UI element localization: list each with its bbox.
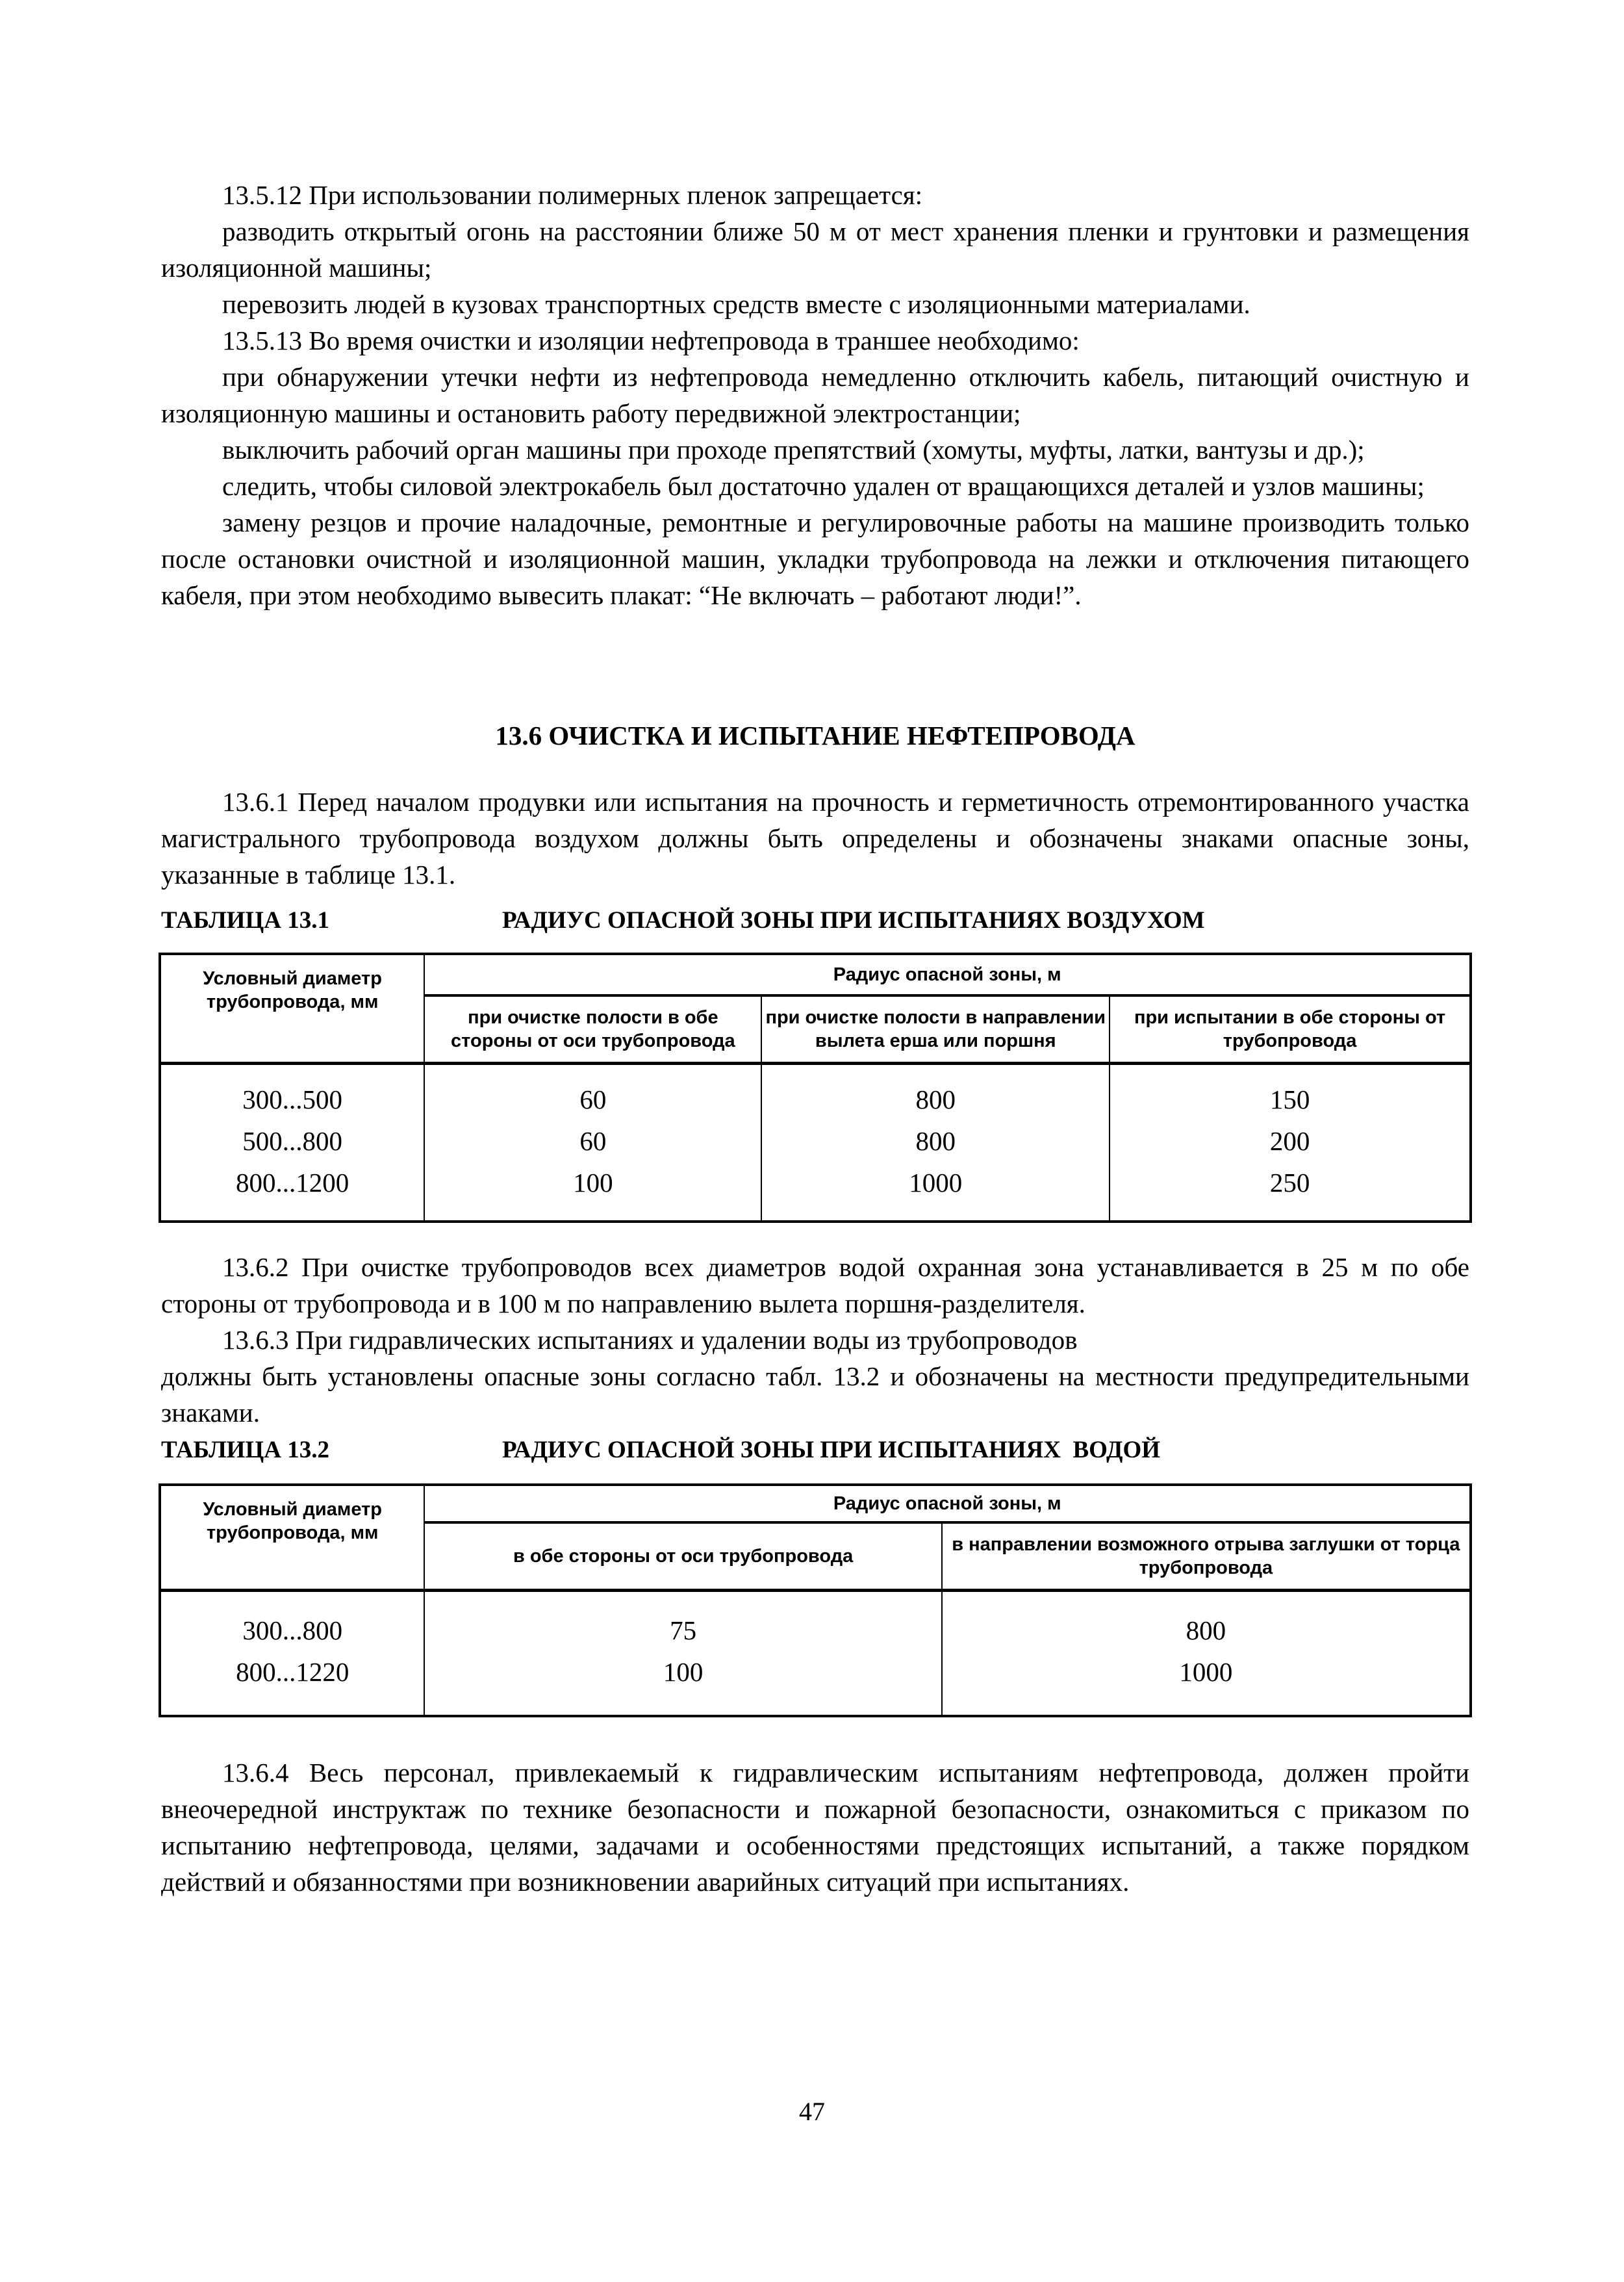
paragraph: выключить рабочий орган машины при проходе препятствий (хомуты, муфты, латки, вантузы и др.);	[222, 435, 1365, 465]
section-13-5-text	[161, 177, 1469, 613]
table-2-number: ТАБЛИЦА 13.2	[161, 1437, 329, 1463]
table-row	[160, 1609, 1471, 1651]
paragraph: следить, чтобы силовой электрокабель был достаточно удален от вращающихся деталей и узлов машины;	[222, 471, 1425, 501]
paragraph-13-6-2: 13.6.2 При очистке трубопроводов всех диаметров водой охранная зона устанавливается в 25 м по обе стороны от трубопровода и в 100 м по направлению вылета поршня-разделителя.	[161, 1252, 1469, 1318]
table-1-header-radius: Радиус опасной зоны, м	[424, 954, 1471, 995]
cell-value: 1000	[761, 1162, 1110, 1203]
cell-diameter: 300...800	[160, 1609, 424, 1651]
table-2	[159, 1483, 1472, 1717]
cell-value: 800	[761, 1120, 1110, 1162]
cell-value: 150	[1110, 1079, 1471, 1120]
cell-value: 250	[1110, 1162, 1471, 1203]
paragraph-13-6-4-block	[161, 1754, 1469, 1900]
cell-value: 60	[424, 1120, 761, 1162]
table-1-header-diameter: Условный диаметр трубопровода, мм	[160, 954, 424, 1063]
cell-value: 100	[424, 1651, 941, 1693]
paragraph-13-5-12: 13.5.12 При использовании полимерных пленок запрещается:	[222, 180, 923, 210]
paragraph-13-6-1: 13.6.1 Перед началом продувки или испытания на прочность и герметичность отремонтированного участка магистрального трубопровода воздухом должны быть определены и обозначены знаками опасные зоны, указанные в таблице 13.1.	[161, 787, 1469, 890]
table-2-title: РАДИУС ОПАСНОЙ ЗОНЫ ПРИ ИСПЫТАНИЯХ ВОДОЙ	[502, 1437, 1161, 1463]
cell-value: 800	[761, 1079, 1110, 1120]
table-1	[159, 953, 1472, 1223]
cell-diameter: 300...500	[160, 1079, 424, 1120]
table-1-subheader: при испытании в обе стороны от трубопровода	[1110, 995, 1471, 1063]
page-number: 47	[799, 2097, 825, 2126]
paragraph: при обнаружении утечки нефти из нефтепровода немедленно отключить кабель, питающий очистную и изоляционную машины и остановить работу передвижной электростанции;	[161, 362, 1469, 428]
paragraph: замену резцов и прочие наладочные, ремонтные и регулировочные работы на машине производить только после остановки очистной и изоляционной машин, укладки трубопровода на лежки и отключения питающего кабеля, при этом необходимо вывесить плакат: “Не включать – работают люди!”.	[161, 507, 1469, 610]
table-1-subheader: при очистке полости в обе стороны от оси трубопровода	[424, 995, 761, 1063]
cell-value: 100	[424, 1162, 761, 1203]
cell-diameter: 800...1200	[160, 1162, 424, 1203]
table-row	[160, 1162, 1471, 1203]
section-heading: 13.6 ОЧИСТКА И ИСПЫТАНИЕ НЕФТЕПРОВОДА	[495, 721, 1136, 750]
table-2-header-diameter: Условный диаметр трубопровода, мм	[160, 1485, 424, 1590]
cell-value: 1000	[942, 1651, 1471, 1693]
paragraph-13-6-1-block	[161, 784, 1469, 893]
cell-value: 200	[1110, 1120, 1471, 1162]
cell-value: 60	[424, 1079, 761, 1120]
paragraph: перевозить людей в кузовах транспортных средств вместе с изоляционными материалами.	[222, 289, 1250, 319]
table-row	[160, 1120, 1471, 1162]
paragraph: разводить открытый огонь на расстоянии ближе 50 м от мест хранения пленки и грунтовки и размещения изоляционной машины;	[161, 216, 1469, 283]
cell-diameter: 800...1220	[160, 1651, 424, 1693]
paragraph-13-5-13: 13.5.13 Во время очистки и изоляции нефтепровода в траншее необходимо:	[222, 326, 1080, 355]
table-2-subheader: в обе стороны от оси трубопровода	[424, 1522, 941, 1590]
paragraph-13-6-3-cont: должны быть установлены опасные зоны согласно табл. 13.2 и обозначены на местности предупредительными знаками.	[161, 1361, 1469, 1428]
table-1-number: ТАБЛИЦА 13.1	[161, 907, 329, 934]
cell-value: 800	[942, 1609, 1471, 1651]
table-row	[160, 1651, 1471, 1693]
table-2-subheader: в направлении возможного отрыва заглушки от торца трубопровода	[942, 1522, 1471, 1590]
cell-value: 75	[424, 1609, 941, 1651]
cell-diameter: 500...800	[160, 1120, 424, 1162]
paragraph-13-6-4: 13.6.4 Весь персонал, привлекаемый к гидравлическим испытаниям нефтепровода, должен пройти внеочередной инструктаж по технике безопасности и пожарной безопасности, ознакомиться с приказом по испытанию нефтепровода, целями, задачами и особенностями предстоящих испытаний, а также порядком действий и обязанностями при возникновении аварийных ситуаций при испытаниях.	[161, 1758, 1469, 1897]
paragraphs-13-6-2-3	[161, 1249, 1469, 1431]
table-2-header-radius: Радиус опасной зоны, м	[424, 1485, 1471, 1522]
table-1-subheader: при очистке полости в направлении вылета ерша или поршня	[761, 995, 1110, 1063]
paragraph-13-6-3: 13.6.3 При гидравлических испытаниях и удалении воды из трубопроводов	[222, 1325, 1078, 1355]
table-1-title: РАДИУС ОПАСНОЙ ЗОНЫ ПРИ ИСПЫТАНИЯХ ВОЗДУХОМ	[502, 907, 1205, 934]
table-row	[160, 1079, 1471, 1120]
